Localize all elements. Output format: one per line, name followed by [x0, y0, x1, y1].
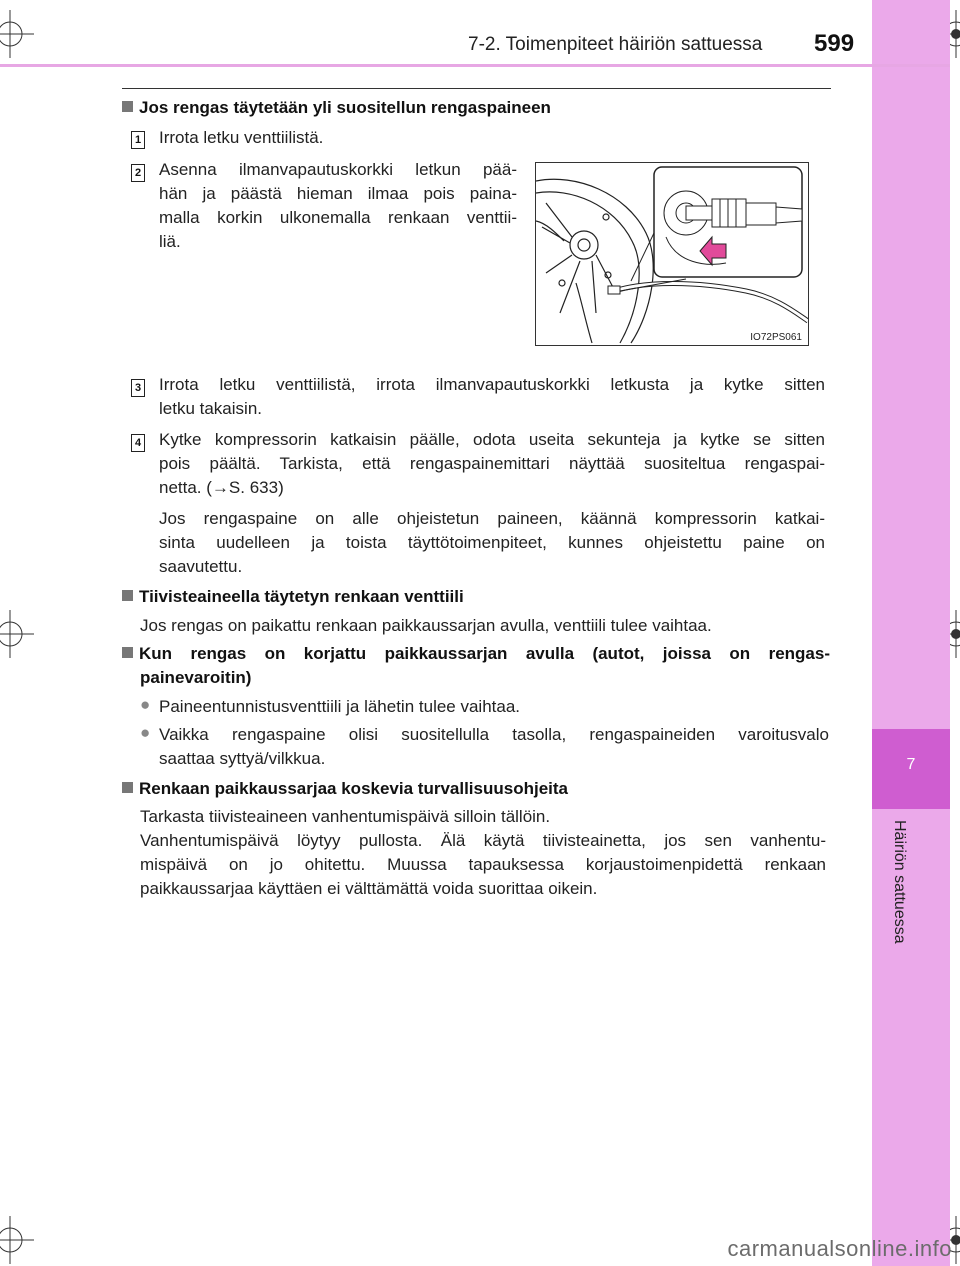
section-heading: Kun rengas on korjattu paikkaussarjan avulla (autot, joissa on rengas- painevaroitin): [122, 642, 830, 690]
square-bullet-icon: [122, 647, 133, 658]
body-text: Tarkasta tiivisteaineen vanhentumispäivä silloin tällöin. Vanhentumispäivä löytyy pullosta. Älä käytä tiivisteainetta, jos sen vanhentu- mispäivä on jo ohitettu. Muussa tapauksessa korjaustoimenpidettä renkaan paikkaussarjaa käyttäen ei välttämättä voida suorittaa oikein.: [140, 807, 826, 898]
square-bullet-icon: [122, 101, 133, 112]
content-top-rule: [122, 88, 831, 89]
circle-bullet-icon: ●: [140, 695, 151, 714]
header-rule: [0, 64, 950, 67]
page-number: 599: [814, 30, 855, 57]
circle-bullet-icon: ●: [140, 723, 151, 742]
step-text: Kytke kompressorin katkaisin päälle, odota useita sekunteja ja kytke se sitten pois päältä. Tarkista, että rengaspainemittari näyttää suositeltua rengaspai- netta. (→S. 633): [159, 430, 825, 497]
chapter-side-tab: [872, 0, 950, 1266]
step-number: 4: [131, 434, 145, 452]
step-number: 3: [131, 379, 145, 397]
square-bullet-icon: [122, 782, 133, 793]
registration-mark-mid-left: [0, 610, 34, 658]
step-text: Asenna ilmanvapautuskorkki letkun pää- hän ja päästä hieman ilmaa pois paina- malla korkin ulkonemalla renkaan venttii- liä.: [159, 160, 517, 251]
note-text: Jos rengaspaine on alle ohjeistetun paineen, käännä kompressorin katkai- sinta uudelleen ja toista täyttötoimenpiteet, kunnes ohjeistettu paine on saavutettu.: [159, 509, 825, 576]
section-heading: Renkaan paikkaussarjaa koskevia turvallisuusohjeita: [122, 777, 568, 801]
step-text: Irrota letku venttiilistä.: [159, 128, 324, 147]
figure-code: IO72PS061: [750, 332, 802, 343]
section-heading: Tiivisteaineella täytetyn renkaan venttiili: [122, 585, 464, 609]
chapter-number: 7: [906, 756, 916, 773]
registration-mark-top-left: [0, 10, 34, 58]
square-bullet-icon: [122, 590, 133, 601]
valve-illustration: [535, 162, 809, 346]
section-heading: Jos rengas täytetään yli suositellun rengaspaineen: [122, 96, 551, 120]
body-text: Jos rengas on paikattu renkaan paikkaussarjan avulla, venttiili tulee vaihtaa.: [140, 616, 712, 635]
step-number: 1: [131, 131, 145, 149]
section-title: 7-2. Toimenpiteet häiriön sattuessa: [468, 34, 763, 55]
watermark: carmanualsonline.info: [727, 1236, 952, 1261]
step-number: 2: [131, 164, 145, 182]
bullet-text: Vaikka rengaspaine olisi suositellulla tasolla, rengaspaineiden varoitusvalo saattaa syttyä/vilkkua.: [159, 725, 829, 768]
bullet-text: Paineentunnistusventtiili ja lähetin tulee vaihtaa.: [159, 697, 521, 716]
registration-mark-bottom-left: [0, 1216, 34, 1264]
step-text: Irrota letku venttiilistä, irrota ilmanvapautuskorkki letkusta ja kytke sitten letku takaisin.: [159, 375, 825, 418]
chapter-label: Häiriön sattuessa: [891, 820, 908, 944]
